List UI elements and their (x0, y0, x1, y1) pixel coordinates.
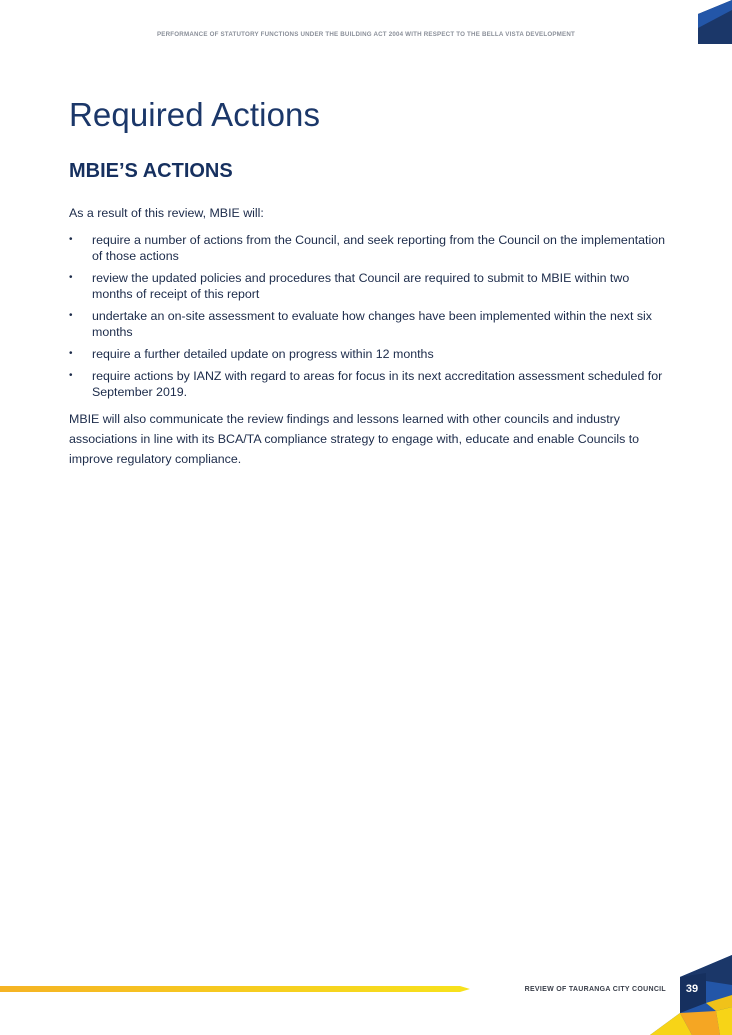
list-item (69, 232, 669, 264)
bullet-icon: • (69, 272, 73, 283)
bullet-icon: • (69, 310, 73, 321)
intro-paragraph: As a result of this review, MBIE will: (69, 206, 264, 220)
list-item-text: undertake an on-site assessment to evaluate how changes have been implemented within the next six months (92, 309, 652, 339)
list-item-text: require a number of actions from the Council, and seek reporting from the Council on the implementation of those actions (92, 233, 666, 263)
corner-decoration (698, 0, 732, 44)
list-item-text: require actions by IANZ with regard to areas for focus in its next accreditation assessment scheduled for September 2019. (92, 369, 663, 399)
footer-decoration (650, 955, 732, 1035)
section-heading: MBIE’S ACTIONS (69, 160, 233, 182)
footer-gradient-bar (0, 986, 470, 992)
list-item (69, 308, 669, 340)
bullet-icon: • (69, 348, 73, 359)
list-item (69, 270, 669, 302)
list-item (69, 368, 669, 400)
list-item-text: review the updated policies and procedures that Council are required to submit to MBIE within two months of receipt of this report (92, 271, 630, 301)
actions-list (69, 232, 669, 400)
body-content (69, 205, 669, 469)
list-item (69, 346, 669, 362)
page-title: Required Actions (69, 96, 321, 133)
running-header: PERFORMANCE OF STATUTORY FUNCTIONS UNDER THE BUILDING ACT 2004 WITH RESPECT TO THE BELLA VISTA DEVELOPMENT (156, 31, 576, 38)
page-number: 39 (685, 983, 699, 995)
closing-paragraph: MBIE will also communicate the review findings and lessons learned with other councils and industry associations in line with its BCA/TA compliance strategy to engage with, educate and enable Councils to improve regulatory compliance. (69, 412, 640, 466)
bullet-icon: • (69, 370, 73, 381)
footer-label: REVIEW OF TAURANGA CITY COUNCIL (524, 986, 666, 993)
list-item-text: require a further detailed update on progress within 12 months (92, 347, 434, 361)
bullet-icon: • (69, 234, 73, 245)
